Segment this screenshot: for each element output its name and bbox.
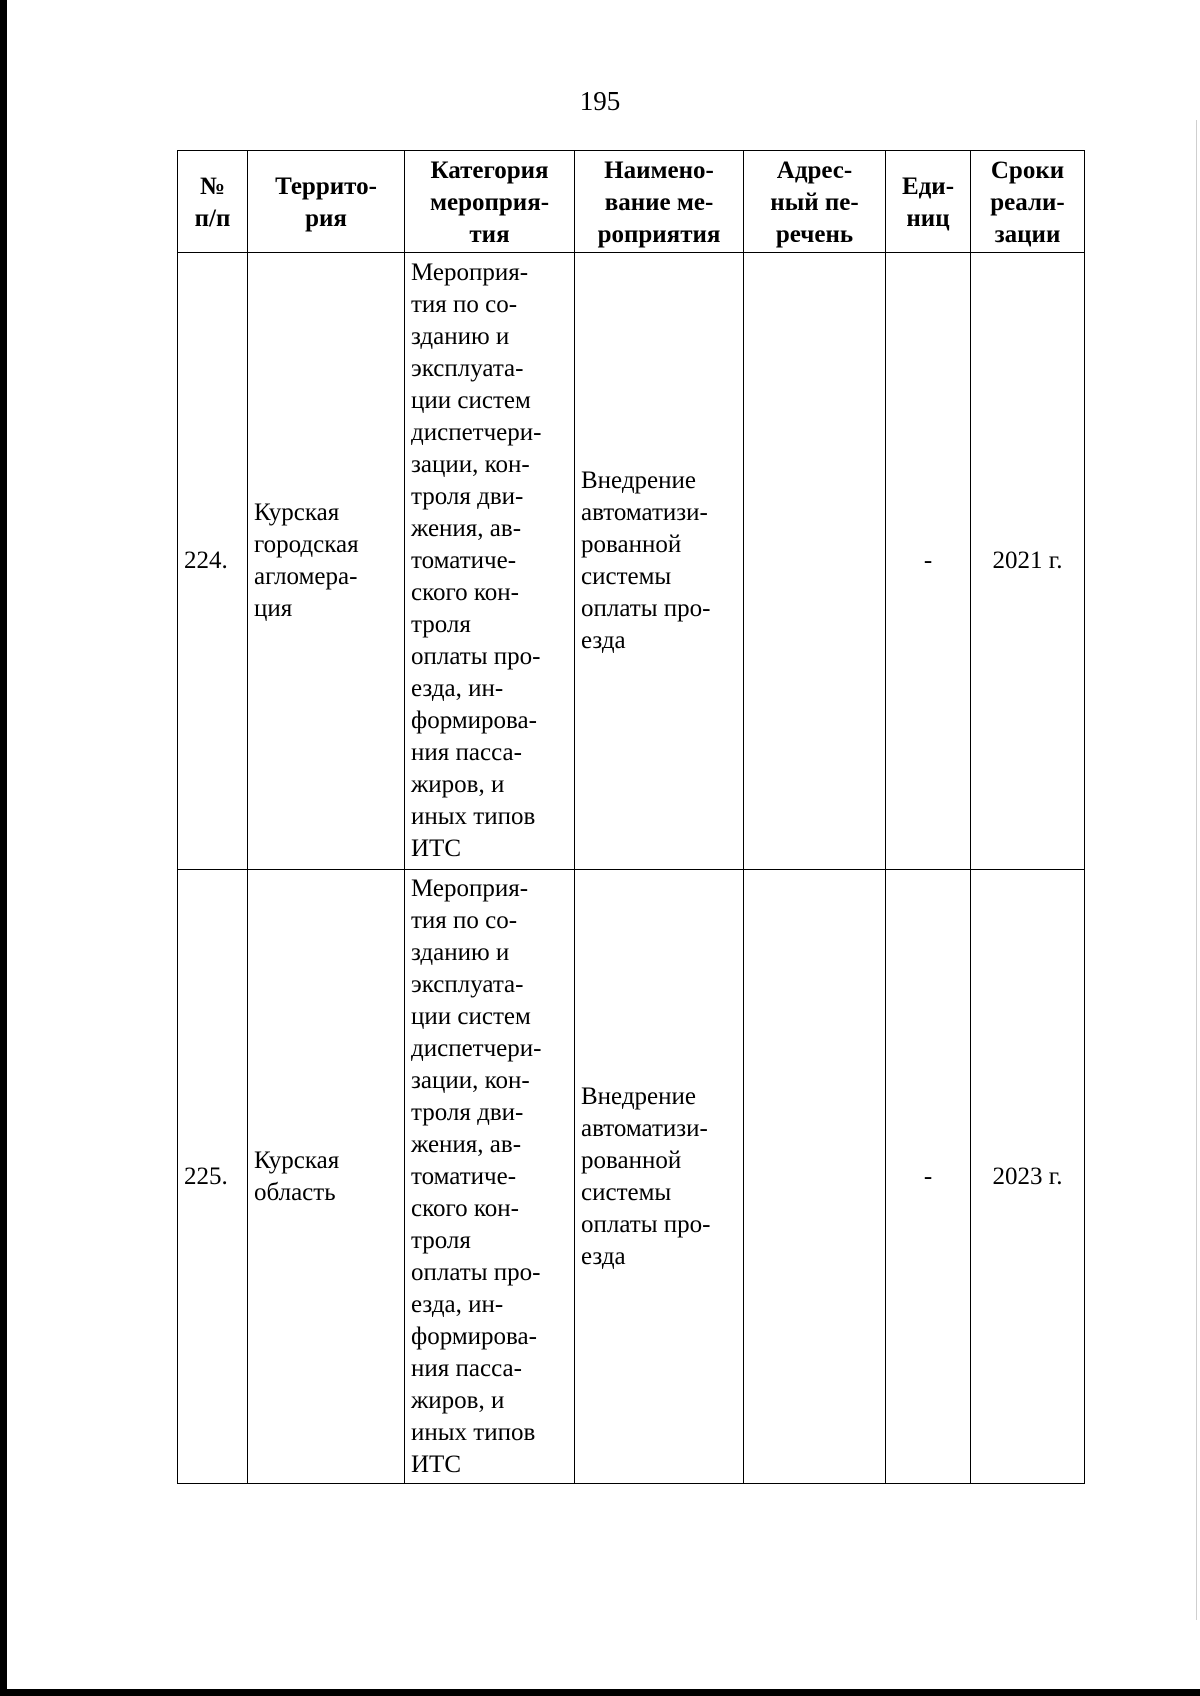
header-terms: Сроки реали- зации [971,151,1085,253]
row-number: 225. [178,870,248,1484]
measures-table [177,150,1085,1484]
row-terms: 2023 г. [971,870,1085,1484]
header-number: № п/п [178,151,248,253]
header-category: Категория мероприя- тия [405,151,575,253]
row-terms: 2021 г. [971,253,1085,870]
row-address-list [744,253,886,870]
row-units: - [886,253,971,870]
table-row [178,870,1085,1484]
header-units: Еди- ниц [886,151,971,253]
row-category: Мероприя- тия по со- зданию и эксплуата- ции систем диспетчери- зации, кон- троля дви- жения, ав- томатиче- ского кон- троля оплаты про- езда, ин- формирова- ния пасса- жиров, и иных типов ИТС [405,253,575,870]
row-units: - [886,870,971,1484]
scan-edge-bottom [0,1689,1200,1696]
row-measure-name: Внедрение автоматизи- рованной системы оплаты про- езда [575,870,744,1484]
table-header-row [178,151,1085,253]
table-row [178,253,1085,870]
page-number: 195 [579,86,621,116]
row-territory: Курская область [248,870,405,1484]
header-measure-name: Наимено- вание ме- роприятия [575,151,744,253]
header-territory: Террито- рия [248,151,405,253]
row-measure-name: Внедрение автоматизи- рованной системы оплаты про- езда [575,253,744,870]
scan-edge-left [0,0,7,1696]
header-address-list: Адрес- ный пе- речень [744,151,886,253]
row-territory: Курская городская агломера- ция [248,253,405,870]
row-category: Мероприя- тия по со- зданию и эксплуата- ции систем диспетчери- зации, кон- троля дви- жения, ав- томатиче- ского кон- троля оплаты про- езда, ин- формирова- ния пасса- жиров, и иных типов ИТС [405,870,575,1484]
scan-edge-right [1196,120,1197,1620]
row-number: 224. [178,253,248,870]
row-address-list [744,870,886,1484]
